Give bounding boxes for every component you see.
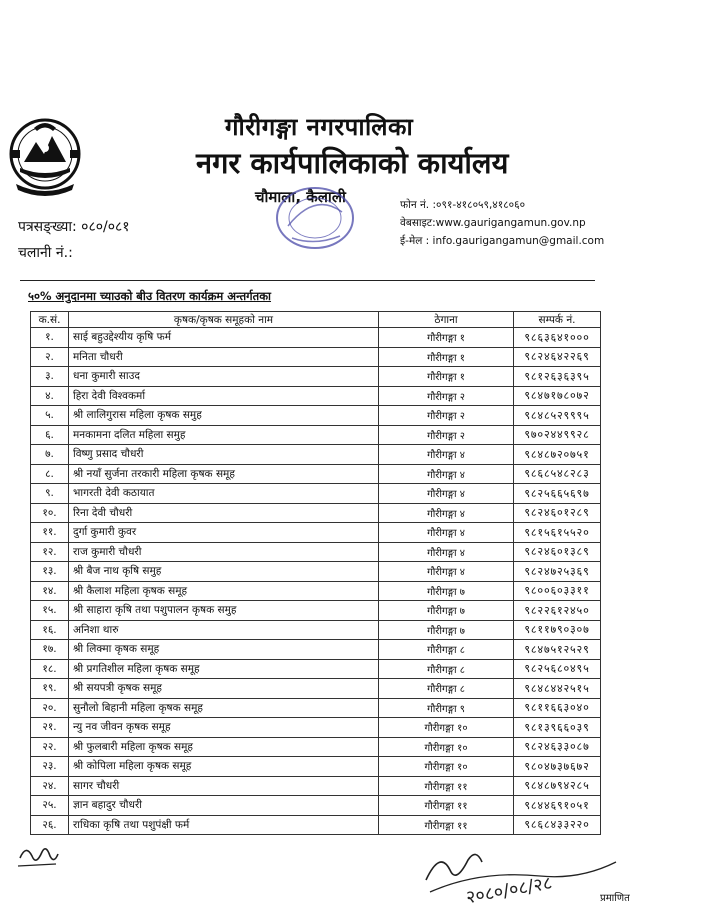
table-row [31, 796, 601, 816]
dispatch-number: चलानी नं.: [18, 245, 73, 261]
office-stamp-icon [268, 182, 363, 254]
row-address: गौरीगङ्गा ४ [379, 484, 514, 504]
row-address: गौरीगङ्गा ११ [379, 776, 514, 796]
beneficiary-table [30, 311, 601, 835]
row-name: साई बहुउद्देश्यीय कृषि फर्म [69, 328, 379, 348]
reference-block [18, 214, 130, 266]
row-contact: ९८२४६०१३८९ [514, 542, 601, 562]
row-contact: ९८४४६९१०५१ [514, 796, 601, 816]
table-row [31, 620, 601, 640]
table-row [31, 503, 601, 523]
table-row [31, 367, 601, 387]
row-address: गौरीगङ्गा ९ [379, 698, 514, 718]
row-name: श्री लिक्मा कृषक समूह [69, 640, 379, 660]
row-contact: ९८२५६६५६९७ [514, 484, 601, 504]
letter-number: पत्रसङ्ख्या: ०८०/०८१ [18, 219, 130, 235]
contact-block [400, 196, 604, 250]
row-name: सुनौलो बिहानी महिला कृषक समूह [69, 698, 379, 718]
row-address: गौरीगङ्गा ४ [379, 562, 514, 582]
row-serial: १५. [31, 601, 69, 621]
table-row [31, 347, 601, 367]
row-serial: ११. [31, 523, 69, 543]
row-name: श्री प्रगतिशील महिला कृषक समूह [69, 659, 379, 679]
row-name: श्री सयपत्री कृषक समूह [69, 679, 379, 699]
website-link[interactable]: वेबसाइट:www.gaurigangamun.gov.np [400, 217, 586, 229]
row-name: हिरा देवी विश्वकर्मा [69, 386, 379, 406]
office-location: चौमाला, कैलाली [255, 188, 346, 206]
row-name: ज्ञान बहादुर चौधरी [69, 796, 379, 816]
row-address: गौरीगङ्गा ७ [379, 581, 514, 601]
row-name: श्री कैलाश महिला कृषक समूह [69, 581, 379, 601]
attested-label: प्रमाणित [600, 893, 630, 904]
row-address: गौरीगङ्गा १ [379, 367, 514, 387]
row-address: गौरीगङ्गा २ [379, 406, 514, 426]
row-serial: ७. [31, 445, 69, 465]
table-row [31, 581, 601, 601]
row-contact: ९८६८५४८२८३ [514, 464, 601, 484]
row-name: मनिता चौधरी [69, 347, 379, 367]
row-address: गौरीगङ्गा ४ [379, 523, 514, 543]
header-name: कृषक/कृषक समूहको नाम [69, 312, 379, 328]
header-divider [20, 280, 595, 281]
row-serial: १८. [31, 659, 69, 679]
table-row [31, 562, 601, 582]
table-row [31, 542, 601, 562]
row-name: श्री कोपिला महिला कृषक समूह [69, 757, 379, 777]
row-address: गौरीगङ्गा १० [379, 718, 514, 738]
row-serial: १२. [31, 542, 69, 562]
row-address: गौरीगङ्गा ११ [379, 796, 514, 816]
row-serial: ४. [31, 386, 69, 406]
row-address: गौरीगङ्गा ८ [379, 640, 514, 660]
notice-title: ५०% अनुदानमा च्याउको बीउ वितरण कार्यक्रम अन्तर्गतका [28, 289, 272, 303]
header-contact: सम्पर्क नं. [514, 312, 601, 328]
table-row [31, 815, 601, 835]
row-name: राज कुमारी चौधरी [69, 542, 379, 562]
table-row [31, 757, 601, 777]
table-row [31, 679, 601, 699]
row-contact: ९८२४६३३०८७ [514, 737, 601, 757]
row-serial: १०. [31, 503, 69, 523]
row-contact: ९८०४७३७६७२ [514, 757, 601, 777]
municipality-name: गौरीगङ्गा नगरपालिका [225, 113, 414, 141]
row-serial: २०. [31, 698, 69, 718]
row-serial: ९. [31, 484, 69, 504]
signature-icon [16, 838, 62, 874]
row-contact: ९८४८७९४२८५ [514, 776, 601, 796]
row-serial: २२. [31, 737, 69, 757]
row-serial: ३. [31, 367, 69, 387]
row-address: गौरीगङ्गा ८ [379, 659, 514, 679]
row-serial: १७. [31, 640, 69, 660]
row-address: गौरीगङ्गा ४ [379, 445, 514, 465]
row-address: गौरीगङ्गा ४ [379, 542, 514, 562]
row-contact: ९८४८५२९९९५ [514, 406, 601, 426]
phone-number: फोन नं. :०९१-४१८०५९,४१८०६० [400, 199, 526, 211]
row-serial: २५. [31, 796, 69, 816]
row-name: राधिका कृषि तथा पशुपंक्षी फर्म [69, 815, 379, 835]
row-contact: ९८१५६१५५२० [514, 523, 601, 543]
row-contact: ९८१३९६६०३९ [514, 718, 601, 738]
row-contact: ९८४७५१२५२९ [514, 640, 601, 660]
row-name: विष्णु प्रसाद चौधरी [69, 445, 379, 465]
row-name: श्री साहारा कृषि तथा पशुपालन कृषक समुह [69, 601, 379, 621]
signature-date: २०८०/०८/२८ [464, 872, 554, 906]
row-contact: ९८२२६१२४५० [514, 601, 601, 621]
row-contact: ९८२५६८०४९५ [514, 659, 601, 679]
row-contact: ९७०२४४९९२८ [514, 425, 601, 445]
table-row [31, 464, 601, 484]
row-serial: ८. [31, 464, 69, 484]
table-row [31, 601, 601, 621]
row-address: गौरीगङ्गा १ [379, 347, 514, 367]
row-address: गौरीगङ्गा २ [379, 425, 514, 445]
row-serial: १९. [31, 679, 69, 699]
row-name: दुर्गा कुमारी कुवर [69, 523, 379, 543]
row-serial: १६. [31, 620, 69, 640]
table-row [31, 328, 601, 348]
row-address: गौरीगङ्गा १० [379, 737, 514, 757]
row-name: धना कुमारी साउद [69, 367, 379, 387]
row-address: गौरीगङ्गा ७ [379, 601, 514, 621]
table-row [31, 776, 601, 796]
table-row [31, 386, 601, 406]
row-address: गौरीगङ्गा ४ [379, 503, 514, 523]
nepal-emblem-icon [6, 112, 84, 202]
row-serial: २६. [31, 815, 69, 835]
row-address: गौरीगङ्गा २ [379, 386, 514, 406]
row-contact: ९८२४७२५३६९ [514, 562, 601, 582]
row-name: मनकामना दलित महिला समुह [69, 425, 379, 445]
row-address: गौरीगङ्गा १ [379, 328, 514, 348]
row-contact: ९८११६६३०४० [514, 698, 601, 718]
table-body [31, 328, 601, 835]
signature-date-icon [420, 840, 620, 906]
table-row [31, 445, 601, 465]
row-name: न्यु नव जीवन कृषक समूह [69, 718, 379, 738]
table-header-row [31, 312, 601, 328]
row-contact: ९८६८४३३२२० [514, 815, 601, 835]
table-row [31, 406, 601, 426]
row-address: गौरीगङ्गा ८ [379, 679, 514, 699]
row-contact: ९८४८४४२५१५ [514, 679, 601, 699]
row-serial: २१. [31, 718, 69, 738]
row-serial: ५. [31, 406, 69, 426]
row-address: गौरीगङ्गा ११ [379, 815, 514, 835]
row-contact: ९८१२६३६३९५ [514, 367, 601, 387]
office-name: नगर कार्यपालिकाको कार्यालय [196, 146, 509, 180]
email-address[interactable]: ई-मेल : info.gaurigangamun@gmail.com [400, 235, 605, 247]
row-name: श्री फुलबारी महिला कृषक समूह [69, 737, 379, 757]
row-serial: २४. [31, 776, 69, 796]
row-serial: १४. [31, 581, 69, 601]
row-address: गौरीगङ्गा ४ [379, 464, 514, 484]
row-name: सागर चौधरी [69, 776, 379, 796]
row-name: श्री नयाँ सुर्जना तरकारी महिला कृषक समूह [69, 464, 379, 484]
table-row [31, 484, 601, 504]
table-row [31, 737, 601, 757]
row-name: भागरती देवी कठायात [69, 484, 379, 504]
table-row [31, 698, 601, 718]
row-contact: ९८२४६४२२६९ [514, 347, 601, 367]
row-contact: ९८२४६०१२८९ [514, 503, 601, 523]
table-row [31, 523, 601, 543]
row-contact: ९८११७९०३०७ [514, 620, 601, 640]
row-name: रिना देवी चौधरी [69, 503, 379, 523]
table-row [31, 425, 601, 445]
row-contact: ९८४७१७८०७२ [514, 386, 601, 406]
row-contact: ९८००६०३३११ [514, 581, 601, 601]
row-name: अनिशा थारु [69, 620, 379, 640]
table-row [31, 718, 601, 738]
row-contact: ९८६३६४१००० [514, 328, 601, 348]
row-serial: १३. [31, 562, 69, 582]
row-name: श्री लालिगुरास महिला कृषक समुह [69, 406, 379, 426]
row-contact: ९८४८७२०७५१ [514, 445, 601, 465]
header-serial: क.सं. [31, 312, 69, 328]
row-address: गौरीगङ्गा १० [379, 757, 514, 777]
row-serial: २३. [31, 757, 69, 777]
row-name: श्री बैज नाथ कृषि समुह [69, 562, 379, 582]
row-serial: ६. [31, 425, 69, 445]
row-serial: २. [31, 347, 69, 367]
table-row [31, 640, 601, 660]
row-address: गौरीगङ्गा ७ [379, 620, 514, 640]
table-row [31, 659, 601, 679]
header-address: ठेगाना [379, 312, 514, 328]
row-serial: १. [31, 328, 69, 348]
